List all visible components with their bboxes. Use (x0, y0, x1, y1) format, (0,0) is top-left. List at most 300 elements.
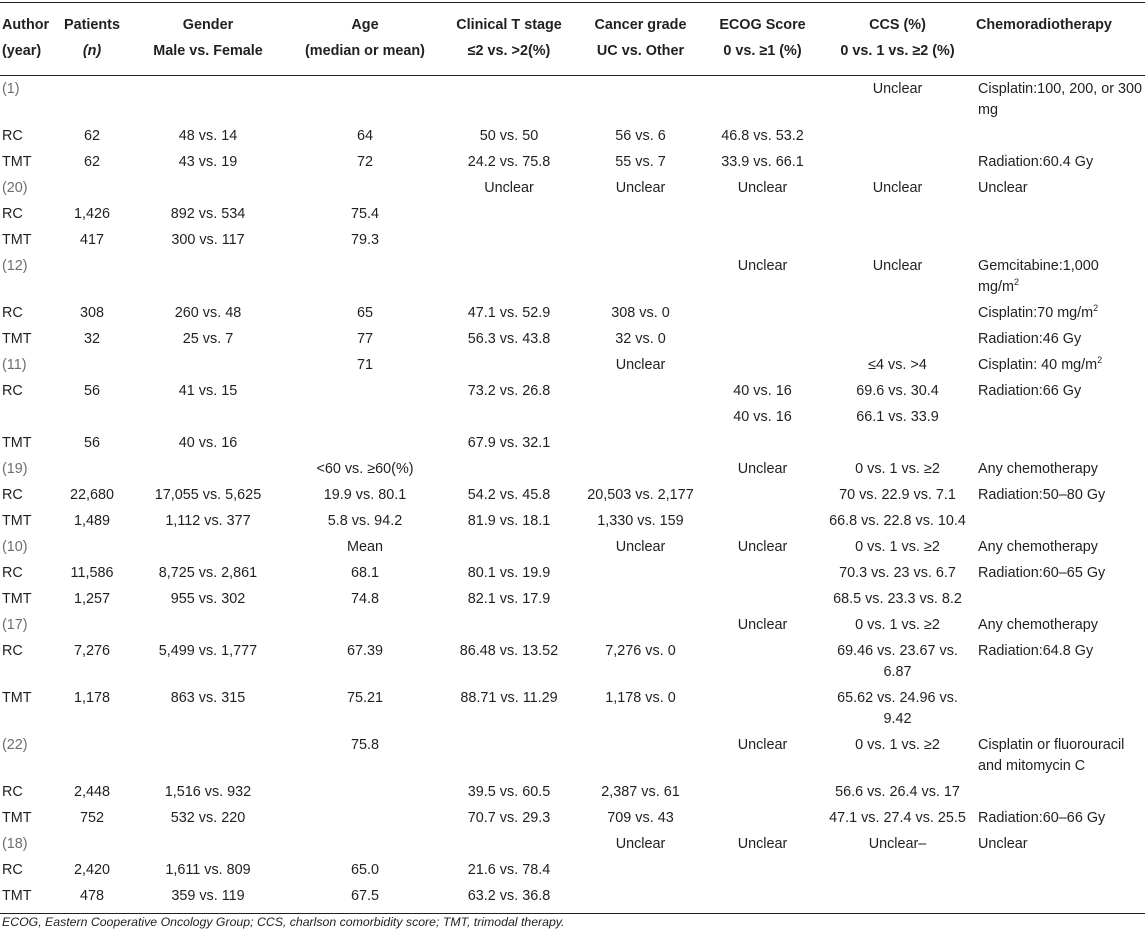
cell-text: Cisplatin: 40 mg/m (978, 357, 1098, 373)
cell-cancer-grade (577, 352, 704, 378)
cell-text: 56 (83, 383, 100, 399)
cell-age (289, 123, 441, 149)
cell-text: TMT (2, 888, 32, 904)
cell-text: RC (2, 383, 23, 399)
cell-text: 75.4 (350, 206, 379, 222)
cell-text: Radiation:60.4 Gy (978, 154, 1094, 170)
cell-cancer-grade (577, 149, 704, 175)
cell-ccs (821, 201, 974, 227)
cell-ccs (821, 732, 974, 779)
cell-chemoradiotherapy (974, 430, 1145, 456)
cell-text: 22,680 (69, 487, 114, 503)
cell-text: 2,387 vs. 61 (601, 784, 680, 800)
cell-text: Unclear (615, 836, 666, 852)
cell-text: 43 vs. 19 (178, 154, 238, 170)
cell-t-stage (441, 123, 577, 149)
cell-ecog (704, 404, 821, 430)
cell-text: Unclear (737, 461, 788, 477)
cell-text: 50 vs. 50 (479, 128, 539, 144)
cell-gender (127, 123, 289, 149)
cell-gender (127, 149, 289, 175)
cell-author (0, 586, 57, 612)
cell-gender (127, 456, 289, 482)
cell-gender (127, 534, 289, 560)
cell-age (289, 404, 441, 430)
cell-cancer-grade (577, 805, 704, 831)
cell-text: 32 (83, 331, 100, 347)
cell-gender (127, 685, 289, 732)
cell-text: RC (2, 487, 23, 503)
cell-gender (127, 76, 289, 124)
cell-chemoradiotherapy (974, 378, 1145, 404)
cell-text: 1,516 vs. 932 (164, 784, 252, 800)
cell-age (289, 352, 441, 378)
cell-ccs (821, 253, 974, 300)
cell-chemoradiotherapy (974, 227, 1145, 253)
cell-text: Radiation:64.8 Gy (978, 643, 1094, 659)
cell-text: Radiation:66 Gy (978, 383, 1082, 399)
header-t-stage: Clinical T stage (441, 3, 577, 39)
cell-age (289, 805, 441, 831)
cell-ccs (821, 482, 974, 508)
cell-age (289, 149, 441, 175)
cell-ecog (704, 482, 821, 508)
cell-chemoradiotherapy (974, 175, 1145, 201)
cell-text: 77 (356, 331, 373, 347)
cell-author (0, 685, 57, 732)
cell-cancer-grade (577, 883, 704, 914)
cell-text: Unclear (737, 258, 788, 274)
cell-ccs (821, 685, 974, 732)
cell-t-stage (441, 883, 577, 914)
header-n: (n) (57, 38, 127, 76)
cell-gender (127, 805, 289, 831)
table-row (0, 149, 1145, 175)
cell-t-stage (441, 685, 577, 732)
header-gender-sub: Male vs. Female (127, 38, 289, 76)
cell-patients (57, 560, 127, 586)
cell-t-stage (441, 430, 577, 456)
cell-text: TMT (2, 232, 32, 248)
cell-text: 532 vs. 220 (170, 810, 246, 826)
cell-age (289, 227, 441, 253)
cell-text: 1,112 vs. 377 (165, 513, 251, 529)
cell-t-stage (441, 612, 577, 638)
cell-text: 5.8 vs. 94.2 (327, 513, 403, 529)
cell-text: 300 vs. 117 (171, 232, 245, 248)
cell-text: 82.1 vs. 17.9 (467, 591, 551, 607)
cell-patients (57, 482, 127, 508)
cell-age (289, 685, 441, 732)
cell-text: 25 vs. 7 (182, 331, 234, 347)
cell-gender (127, 404, 289, 430)
table-row (0, 685, 1145, 732)
cell-cancer-grade (577, 430, 704, 456)
cell-text: (12) (2, 258, 28, 274)
cell-cancer-grade (577, 685, 704, 732)
header-chemoradiotherapy: Chemoradiotherapy (974, 3, 1145, 39)
cell-text: Unclear (737, 539, 788, 555)
header-chemo-sub (974, 38, 1145, 76)
cell-t-stage (441, 175, 577, 201)
cell-t-stage (441, 404, 577, 430)
cell-chemoradiotherapy (974, 201, 1145, 227)
cell-ecog (704, 352, 821, 378)
cell-text: 24.2 vs. 75.8 (467, 154, 551, 170)
cell-text: Unclear (484, 180, 534, 196)
cell-ecog (704, 227, 821, 253)
cell-text: Mean (347, 539, 383, 555)
cell-ccs (821, 378, 974, 404)
cell-text: 17,055 vs. 5,625 (154, 487, 262, 503)
cell-ccs (821, 560, 974, 586)
cell-t-stage (441, 326, 577, 352)
cell-age (289, 732, 441, 779)
cell-author (0, 326, 57, 352)
cell-author (0, 149, 57, 175)
cell-chemoradiotherapy (974, 326, 1145, 352)
cell-text: TMT (2, 591, 32, 607)
cell-text: 0 vs. 1 vs. ≥2 (855, 461, 940, 477)
cell-text: 75.21 (346, 690, 383, 706)
table-body (0, 76, 1145, 914)
cell-gender (127, 326, 289, 352)
cell-text: 65.62 vs. 24.96 vs. 9.42 (837, 690, 958, 727)
cell-text: RC (2, 206, 23, 222)
cell-age (289, 612, 441, 638)
cell-age (289, 883, 441, 914)
cell-text: TMT (2, 331, 32, 347)
cell-text: 54.2 vs. 45.8 (467, 487, 551, 503)
cell-t-stage (441, 227, 577, 253)
table-row (0, 534, 1145, 560)
cell-text: (18) (2, 836, 28, 852)
cell-age (289, 560, 441, 586)
cell-ecog (704, 857, 821, 883)
cell-ecog (704, 378, 821, 404)
cell-cancer-grade (577, 404, 704, 430)
cell-cancer-grade (577, 508, 704, 534)
cell-chemoradiotherapy (974, 456, 1145, 482)
cell-gender (127, 253, 289, 300)
cell-ecog (704, 779, 821, 805)
cell-text: Radiation:50–80 Gy (978, 487, 1106, 503)
cell-t-stage (441, 482, 577, 508)
cell-text: 72 (356, 154, 373, 170)
cell-text: 19.9 vs. 80.1 (323, 487, 407, 503)
cell-text: 69.46 vs. 23.67 vs. 6.87 (837, 643, 958, 680)
cell-cancer-grade (577, 732, 704, 779)
cell-age (289, 175, 441, 201)
cell-author (0, 253, 57, 300)
cell-age (289, 534, 441, 560)
cell-text: Cisplatin:100, 200, or 300 mg (978, 81, 1143, 118)
cell-cancer-grade (577, 175, 704, 201)
cell-gender (127, 378, 289, 404)
cell-patients (57, 805, 127, 831)
cell-age (289, 638, 441, 685)
cell-text: Unclear (872, 81, 923, 97)
cell-text: 74.8 (350, 591, 379, 607)
cell-chemoradiotherapy (974, 638, 1145, 685)
cell-ccs (821, 508, 974, 534)
cell-ccs (821, 123, 974, 149)
cell-patients (57, 732, 127, 779)
cell-text: Any chemotherapy (978, 617, 1098, 633)
cell-gender (127, 508, 289, 534)
cell-author (0, 76, 57, 124)
cell-author (0, 123, 57, 149)
cell-text: TMT (2, 513, 32, 529)
cell-text: 81.9 vs. 18.1 (467, 513, 551, 529)
cell-patients (57, 831, 127, 857)
cell-gender (127, 732, 289, 779)
cell-author (0, 534, 57, 560)
cell-author (0, 201, 57, 227)
cell-text: 752 (79, 810, 104, 826)
cell-text: 75.8 (350, 737, 379, 753)
table-row (0, 805, 1145, 831)
superscript: 2 (1013, 277, 1019, 288)
header-year: (year) (0, 38, 57, 76)
cell-text: 478 (79, 888, 104, 904)
cell-age (289, 831, 441, 857)
cell-ecog (704, 612, 821, 638)
cell-chemoradiotherapy (974, 534, 1145, 560)
cell-text: 308 (79, 305, 104, 321)
cell-text: 40 vs. 16 (733, 383, 792, 399)
cell-text: 56.3 vs. 43.8 (467, 331, 551, 347)
cell-text: RC (2, 643, 23, 659)
cell-age (289, 300, 441, 326)
cell-text: 11,586 (70, 565, 114, 581)
header-ecog: ECOG Score (704, 3, 821, 39)
cell-ecog (704, 508, 821, 534)
cell-patients (57, 612, 127, 638)
cell-t-stage (441, 732, 577, 779)
cell-ecog (704, 149, 821, 175)
cell-text: Unclear (737, 180, 788, 196)
cell-t-stage (441, 586, 577, 612)
cell-text: 955 vs. 302 (170, 591, 246, 607)
cell-ccs (821, 805, 974, 831)
cell-gender (127, 352, 289, 378)
cell-chemoradiotherapy (974, 779, 1145, 805)
cell-chemoradiotherapy (974, 685, 1145, 732)
cell-patients (57, 326, 127, 352)
cell-text: TMT (2, 154, 32, 170)
cell-cancer-grade (577, 534, 704, 560)
cell-cancer-grade (577, 482, 704, 508)
cell-author (0, 430, 57, 456)
cell-ecog (704, 732, 821, 779)
cell-ecog (704, 253, 821, 300)
cell-gender (127, 482, 289, 508)
cell-t-stage (441, 76, 577, 124)
cell-cancer-grade (577, 253, 704, 300)
cell-age (289, 326, 441, 352)
cell-text: (20) (2, 180, 28, 196)
header-cancer-grade-sub: UC vs. Other (577, 38, 704, 76)
cell-gender (127, 779, 289, 805)
cell-author (0, 352, 57, 378)
cell-chemoradiotherapy (974, 732, 1145, 779)
cell-text: Radiation:46 Gy (978, 331, 1082, 347)
cell-text: 1,489 (73, 513, 110, 529)
cell-gender (127, 857, 289, 883)
cell-t-stage (441, 638, 577, 685)
cell-patients (57, 201, 127, 227)
cell-ecog (704, 831, 821, 857)
cell-author (0, 805, 57, 831)
table-row (0, 779, 1145, 805)
table-row (0, 430, 1145, 456)
cell-t-stage (441, 508, 577, 534)
cell-text: 892 vs. 534 (170, 206, 246, 222)
cell-text: 86.48 vs. 13.52 (459, 643, 559, 659)
cell-text: 2,448 (73, 784, 110, 800)
cell-text: 67.39 (346, 643, 383, 659)
table-row (0, 253, 1145, 300)
cell-author (0, 638, 57, 685)
table-row (0, 482, 1145, 508)
cell-text: 88.71 vs. 11.29 (460, 690, 558, 706)
cell-ecog (704, 430, 821, 456)
cell-text: Unclear (872, 258, 923, 274)
cell-ccs (821, 831, 974, 857)
cell-ccs (821, 76, 974, 124)
cell-text: 80.1 vs. 19.9 (467, 565, 551, 581)
cell-patients (57, 253, 127, 300)
cell-text: 41 vs. 15 (178, 383, 238, 399)
cell-author (0, 300, 57, 326)
cell-text: 39.5 vs. 60.5 (467, 784, 551, 800)
cell-text: 47.1 vs. 27.4 vs. 25.5 (829, 810, 966, 826)
cell-text: 417 (79, 232, 104, 248)
cell-text: TMT (2, 690, 32, 706)
table-row (0, 326, 1145, 352)
cell-age (289, 378, 441, 404)
cell-text: Unclear (737, 737, 788, 753)
cell-ccs (821, 227, 974, 253)
cell-ccs (821, 456, 974, 482)
cell-chemoradiotherapy (974, 508, 1145, 534)
header-patients: Patients (57, 3, 127, 39)
cell-text: (1) (2, 81, 20, 97)
cell-text: RC (2, 128, 23, 144)
cell-chemoradiotherapy (974, 883, 1145, 914)
cell-t-stage (441, 149, 577, 175)
header-author: Author (0, 3, 57, 39)
cell-cancer-grade (577, 831, 704, 857)
cell-gender (127, 227, 289, 253)
header-ecog-sub: 0 vs. ≥1 (%) (704, 38, 821, 76)
cell-ecog (704, 76, 821, 124)
cell-t-stage (441, 253, 577, 300)
cell-age (289, 508, 441, 534)
cell-text: 70 vs. 22.9 vs. 7.1 (839, 487, 956, 503)
cell-chemoradiotherapy (974, 300, 1145, 326)
cell-t-stage (441, 378, 577, 404)
cell-text: 1,178 (73, 690, 110, 706)
cell-age (289, 456, 441, 482)
cell-cancer-grade (577, 612, 704, 638)
cell-text: Radiation:60–65 Gy (978, 565, 1106, 581)
superscript: 2 (1097, 355, 1103, 366)
cell-gender (127, 300, 289, 326)
cell-author (0, 857, 57, 883)
cell-patients (57, 76, 127, 124)
cell-chemoradiotherapy (974, 123, 1145, 149)
header-ccs-sub: 0 vs. 1 vs. ≥2 (%) (821, 38, 974, 76)
cell-patients (57, 883, 127, 914)
cell-ccs (821, 404, 974, 430)
cell-chemoradiotherapy (974, 352, 1145, 378)
cell-ccs (821, 883, 974, 914)
cell-ecog (704, 638, 821, 685)
cell-text: TMT (2, 435, 32, 451)
cell-text: RC (2, 305, 23, 321)
cell-age (289, 76, 441, 124)
cell-text: <60 vs. ≥60(%) (316, 461, 414, 477)
cell-ccs (821, 175, 974, 201)
cell-text: 62 (83, 128, 100, 144)
cell-patients (57, 508, 127, 534)
table-row (0, 831, 1145, 857)
cell-patients (57, 638, 127, 685)
table-row (0, 404, 1145, 430)
cell-ccs (821, 300, 974, 326)
cell-author (0, 779, 57, 805)
cell-t-stage (441, 534, 577, 560)
cell-author (0, 612, 57, 638)
cell-ccs (821, 612, 974, 638)
table-row (0, 456, 1145, 482)
cell-ccs (821, 326, 974, 352)
cell-chemoradiotherapy (974, 612, 1145, 638)
header-t-stage-sub: ≤2 vs. >2(%) (441, 38, 577, 76)
table-row (0, 300, 1145, 326)
cell-patients (57, 857, 127, 883)
table-row (0, 586, 1145, 612)
cell-cancer-grade (577, 560, 704, 586)
table-row (0, 638, 1145, 685)
cell-text: Unclear (615, 539, 666, 555)
cell-chemoradiotherapy (974, 586, 1145, 612)
cell-author (0, 227, 57, 253)
cell-gender (127, 883, 289, 914)
cell-cancer-grade (577, 227, 704, 253)
cell-text: Unclear (615, 357, 666, 373)
cell-text: (10) (2, 539, 28, 555)
cell-ecog (704, 326, 821, 352)
cell-text: 56.6 vs. 26.4 vs. 17 (835, 784, 960, 800)
cell-age (289, 779, 441, 805)
cell-text: 63.2 vs. 36.8 (467, 888, 551, 904)
cell-text: 66.8 vs. 22.8 vs. 10.4 (829, 513, 966, 529)
table-row (0, 883, 1145, 914)
cell-text: ≤4 vs. >4 (868, 357, 927, 373)
cell-gender (127, 175, 289, 201)
cell-cancer-grade (577, 326, 704, 352)
table-row (0, 857, 1145, 883)
cell-text: 64 (356, 128, 373, 144)
cell-cancer-grade (577, 76, 704, 124)
cell-patients (57, 534, 127, 560)
cell-age (289, 586, 441, 612)
cell-text: 7,276 (73, 643, 110, 659)
cell-text: RC (2, 784, 23, 800)
